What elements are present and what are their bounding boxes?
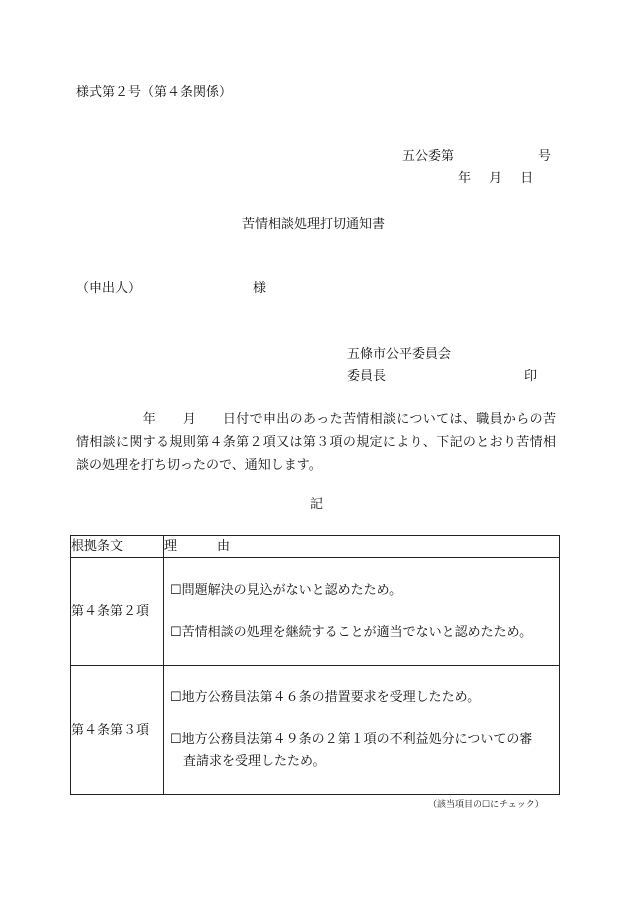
document-number-suffix: 号 bbox=[538, 149, 552, 164]
reason-option[interactable] bbox=[164, 729, 559, 773]
form-number: 様式第２号（第４条関係） bbox=[76, 85, 233, 100]
law-cell: 第４条第２項 bbox=[71, 558, 164, 666]
table-header-row bbox=[71, 536, 560, 558]
reason-option[interactable]: ☐問題解決の見込がないと認めたため。 bbox=[170, 582, 403, 598]
reason-option[interactable]: ☐地方公務員法第４６条の措置要求を受理したため。 bbox=[170, 690, 481, 705]
table-row bbox=[71, 666, 560, 795]
check-note: （該当項目の☐にチェック） bbox=[428, 800, 544, 810]
applicant-honorific: 様 bbox=[253, 281, 267, 296]
header-law: 根拠条文 bbox=[71, 536, 164, 558]
organization-name: 五條市公平委員会 bbox=[347, 347, 452, 362]
reason-option[interactable]: ☐苦情相談の処理を継続することが適当でないと認めたため。 bbox=[170, 624, 533, 640]
body-paragraph: 年 月 日付で申出のあった苦情相談については、職員からの苦情相談に関する規則第４条第２項又は第３項の規定により、下記のとおり苦情相談の処理を打ち切ったので、通知します。 bbox=[76, 412, 556, 473]
seal-mark: 印 bbox=[524, 369, 538, 384]
table-row bbox=[71, 558, 560, 666]
reason-cell bbox=[164, 666, 560, 795]
chief-label: 委員長 bbox=[347, 369, 387, 384]
reason-option-line2: 査請求を受理したため。 bbox=[183, 754, 326, 769]
ki-heading: 記 bbox=[310, 497, 324, 512]
reasons-table bbox=[70, 535, 560, 795]
document-title: 苦情相談処理打切通知書 bbox=[242, 217, 386, 232]
reason-option-line1: ☐地方公務員法第４９条の２第１項の不利益処分についての審 bbox=[170, 732, 533, 747]
date-line: 年 月 日 bbox=[458, 171, 534, 186]
header-reason: 理由 bbox=[164, 536, 560, 558]
reason-cell bbox=[164, 558, 560, 666]
law-cell: 第４条第３項 bbox=[71, 666, 164, 795]
applicant-label: （申出人） bbox=[76, 281, 142, 296]
document-number-prefix: 五公委第 bbox=[402, 149, 455, 164]
